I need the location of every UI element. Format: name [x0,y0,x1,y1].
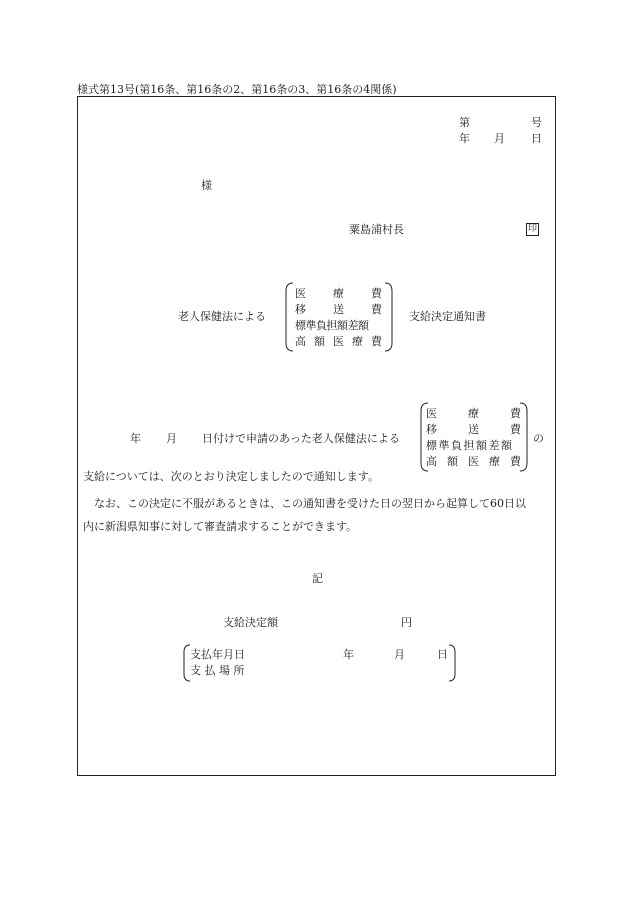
title-opt4-d: 療 [352,335,363,348]
title-opt4-c: 医 [333,335,344,348]
body-option-row [418,407,530,420]
issuer: 粟島浦村長 [349,223,404,236]
body-opt3: 標準負担額差額 [426,439,514,452]
body-opt2-c: 費 [510,423,521,436]
body-month: 月 [166,432,177,445]
title-opt4-e: 費 [371,335,382,348]
body-no: の [533,432,544,445]
ki-label: 記 [312,572,323,585]
body-opt1-b: 療 [468,407,479,420]
body-line2: 支給については、次のとおり決定しましたので通知します。 [83,470,379,483]
body-opt4-d: 療 [489,455,500,468]
body-opt4-c: 医 [468,455,479,468]
body-line3: なお、この決定に不服があるときは、この通知書を受けた日の翌日から起算して60日以 [94,497,526,510]
payment-date-row [181,648,458,661]
payment-place-row [181,664,458,677]
body-option-row [418,455,530,468]
payment-year: 年 [343,648,354,661]
date-month: 月 [494,132,505,145]
title-opt4-b: 額 [314,335,325,348]
amount-label: 支給決定額 [223,616,278,629]
body-option-row [418,423,530,436]
body-year: 年 [130,432,141,445]
body-opt4-e: 費 [510,455,521,468]
title-opt3: 標準負担額差額 [295,319,369,332]
payment-bracket [181,643,458,683]
body-options-bracket [418,401,530,473]
title-opt2-b: 送 [333,303,344,316]
title-opt1-a: 医 [295,287,306,300]
date-year: 年 [459,132,470,145]
body-opt1-a: 医 [426,407,437,420]
body-opt2-b: 送 [468,423,479,436]
title-opt1-b: 療 [333,287,344,300]
body-opt2-a: 移 [426,423,437,436]
body-opt4-a: 高 [426,455,437,468]
body-intro: 日付けで申請のあった老人保健法による [202,432,400,445]
number-go: 号 [531,116,542,129]
title-options-bracket [283,281,395,353]
payment-date-label: 支払年月日 [190,648,245,661]
body-option-row [418,439,530,452]
title-prefix: 老人保健法による [178,310,266,323]
date-day: 日 [531,132,542,145]
title-option-row [283,335,395,348]
title-opt1-c: 費 [371,287,382,300]
title-suffix: 支給決定通知書 [409,310,486,323]
title-option-row [283,319,395,332]
form-header: 様式第13号(第16条、第16条の2、第16条の3、第16条の4関係) [77,83,397,96]
title-option-row [283,287,395,300]
title-option-row [283,303,395,316]
amount-unit: 円 [401,616,412,629]
payment-place-label: 支 払 場 所 [190,664,245,677]
body-opt1-c: 費 [510,407,521,420]
addressee-suffix: 様 [201,179,212,192]
title-opt2-a: 移 [295,303,306,316]
body-line4: 内に新潟県知事に対して審査請求することができます。 [83,520,358,533]
title-opt4-a: 高 [295,335,306,348]
payment-day: 日 [437,648,448,661]
number-dai: 第 [459,116,470,129]
title-opt2-c: 費 [371,303,382,316]
body-opt4-b: 額 [447,455,458,468]
payment-month: 月 [394,648,405,661]
seal-mark: 印 [527,224,537,234]
